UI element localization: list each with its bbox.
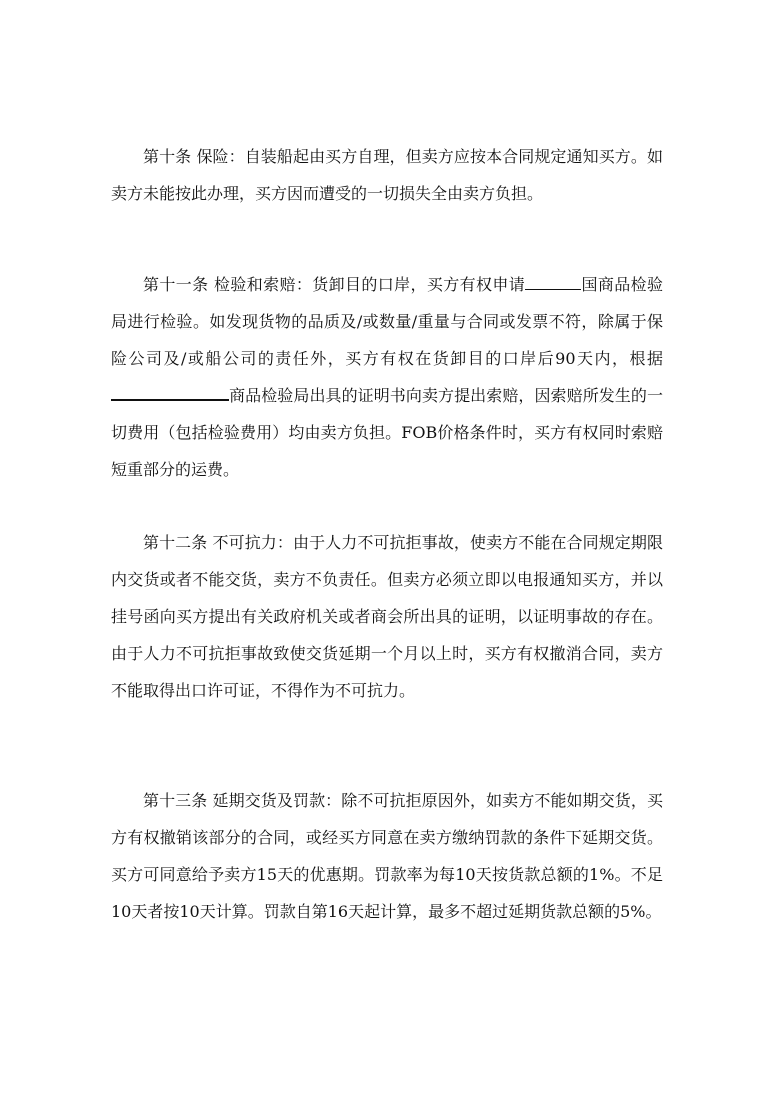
clause-11-text-b: 国商品检验局进行检验。如发现货物的品质及/或数量/重量与合同或发票不符，除属于保险公司及/或船公司的责任外，买方有权在货卸目的口岸后90天内，根据 <box>111 275 663 368</box>
clause-10-text: 自装船起由买方自理，但卖方应按本合同规定通知买方。如卖方未能按此办理，买方因而遭受的一切损失全由卖方负担。 <box>111 147 663 203</box>
clause-12-heading: 第十二条 不可抗力： <box>143 533 293 552</box>
clause-13-heading: 第十三条 延期交货及罚款： <box>143 791 342 810</box>
clause-12-text: 由于人力不可抗拒事故，使卖方不能在合同规定期限内交货或者不能交货，卖方不负责任。但卖方必须立即以电报通知买方，并以挂号函向买方提出有关政府机关或者商会所出具的证明，以证明事故的存在。由于人力不可抗拒事故致使交货延期一个月以上时，买方有权撤消合同，卖方不能取得出口许可证，不得作为不可抗力。 <box>111 533 663 700</box>
clause-13-text: 除不可抗拒原因外，如卖方不能如期交货，买方有权撤销该部分的合同，或经买方同意在卖方缴纳罚款的条件下延期交货。买方可同意给予卖方15天的优惠期。罚款率为每10天按货款总额的1%。不足10天者按10天计算。罚款自第16天起计算，最多不超过延期货款总额的5%。 <box>111 791 663 921</box>
clause-11 <box>111 266 663 488</box>
clause-10 <box>111 138 663 212</box>
clause-12 <box>111 524 663 709</box>
blank-country-field <box>525 275 581 290</box>
clause-10-heading: 第十条 保险： <box>143 147 245 166</box>
clause-13 <box>111 782 663 930</box>
clause-11-text-c: 商品检验局出具的证明书向卖方提出索赔，因索赔所发生的一切费用（包括检验费用）均由卖方负担。FOB价格条件时，买方有权同时索赔短重部分的运费。 <box>111 386 663 479</box>
clause-11-text-a: 货卸目的口岸，买方有权申请 <box>312 275 526 294</box>
blank-inspection-bureau-field <box>111 385 229 401</box>
clause-11-heading: 第十一条 检验和索赔： <box>143 275 313 294</box>
